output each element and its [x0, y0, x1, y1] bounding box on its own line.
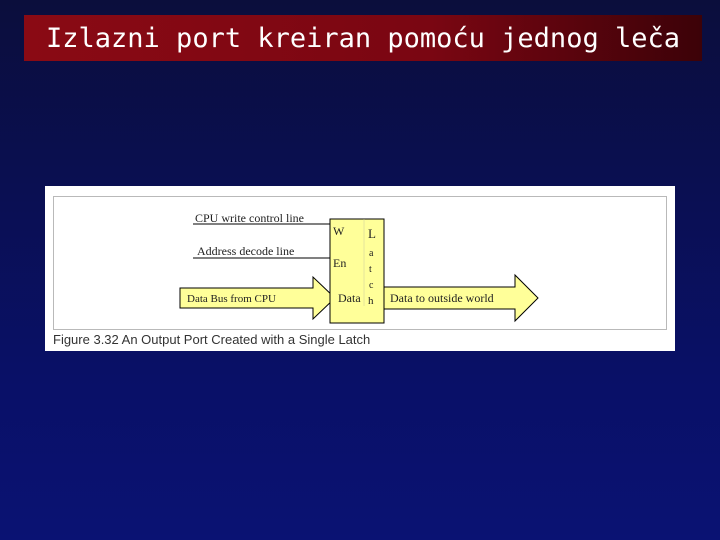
latch-letter: h — [368, 295, 374, 307]
slide-title: Izlazni port kreiran pomoću jednog leča — [46, 22, 680, 54]
latch-letter: L — [368, 226, 376, 241]
figure-caption: Figure 3.32 An Output Port Created with a Single Latch — [53, 332, 371, 347]
latch-pin-w: W — [333, 224, 345, 238]
latch-letter: a — [369, 248, 374, 259]
latch-diagram — [45, 186, 675, 351]
output-label: Data to outside world — [390, 291, 494, 305]
latch-letter: t — [369, 264, 372, 275]
figure-panel — [45, 186, 675, 351]
data-bus-label: Data Bus from CPU — [187, 293, 276, 305]
latch-pin-en: En — [333, 256, 347, 270]
address-decode-label: Address decode line — [197, 244, 295, 258]
latch-pin-data: Data — [338, 291, 361, 305]
title-bar — [24, 15, 702, 61]
latch-letter: c — [369, 280, 374, 291]
cpu-write-label: CPU write control line — [195, 211, 304, 225]
